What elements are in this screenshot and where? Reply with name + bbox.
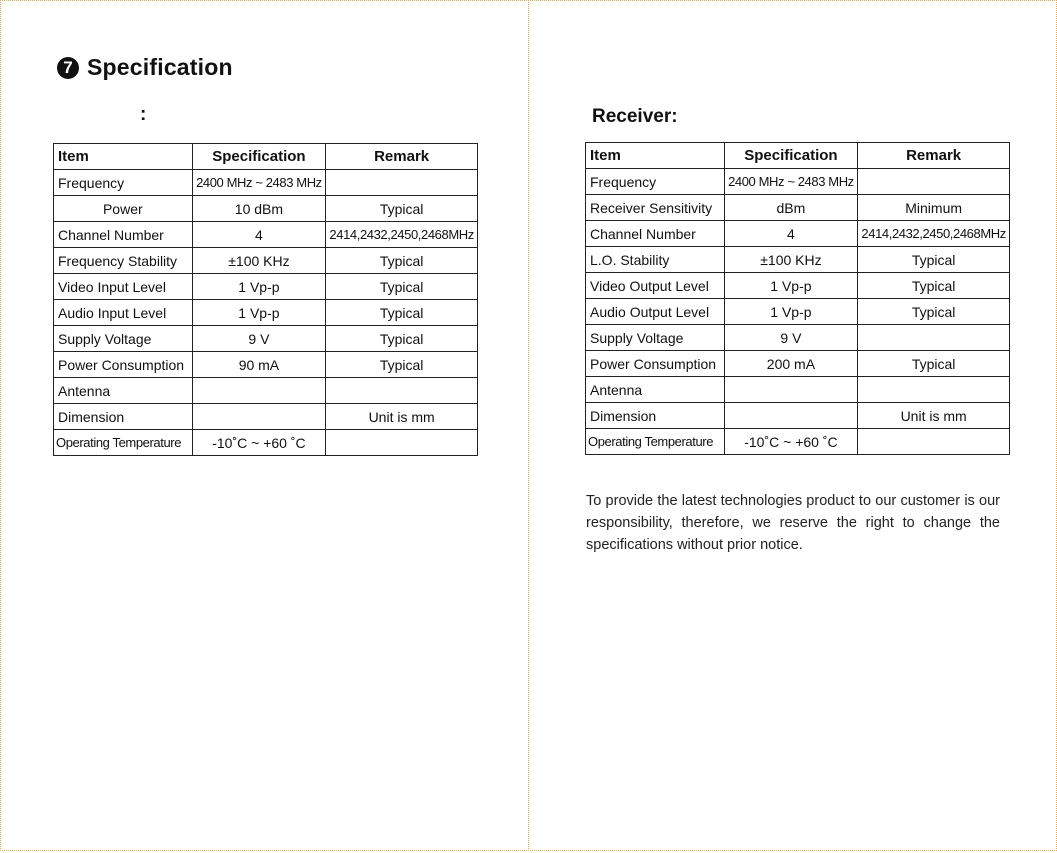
cell-item: Frequency	[586, 169, 725, 195]
cell-remark: Typical	[326, 352, 478, 378]
cell-spec	[192, 404, 326, 430]
header-specification: Specification	[724, 143, 858, 169]
cell-spec: 2400 MHz ~ 2483 MHz	[192, 170, 326, 196]
cell-item: Antenna	[54, 378, 193, 404]
table-row	[586, 325, 1010, 351]
cell-spec: ±100 KHz	[724, 247, 858, 273]
cell-remark	[858, 325, 1010, 351]
cell-item: Audio Input Level	[54, 300, 193, 326]
table-row	[586, 429, 1010, 455]
cell-remark: Typical	[326, 274, 478, 300]
cell-item: Channel Number	[586, 221, 725, 247]
header-item: Item	[54, 144, 193, 170]
cell-item: Power	[54, 196, 193, 222]
cell-remark	[858, 169, 1010, 195]
receiver-label: Receiver:	[592, 106, 678, 127]
table-row	[54, 248, 478, 274]
cell-item: Frequency Stability	[54, 248, 193, 274]
cell-remark: Unit is mm	[858, 403, 1010, 429]
disclaimer-note: To provide the latest technologies product to our customer is our responsibility, therefore, we reserve the right to change the specifications without prior notice.	[586, 493, 1000, 553]
cell-spec: 1 Vp-p	[192, 300, 326, 326]
header-remark: Remark	[326, 144, 478, 170]
cell-spec: ±100 KHz	[192, 248, 326, 274]
table-row	[586, 221, 1010, 247]
transmitter-label: :	[140, 104, 147, 125]
header-item: Item	[586, 143, 725, 169]
cell-item: Audio Output Level	[586, 299, 725, 325]
cell-remark	[326, 430, 478, 456]
cell-item: Frequency	[54, 170, 193, 196]
table-row	[54, 222, 478, 248]
table-row	[586, 195, 1010, 221]
cell-spec: 1 Vp-p	[724, 299, 858, 325]
header-remark: Remark	[858, 143, 1010, 169]
cell-remark: Typical	[858, 351, 1010, 377]
table-header-row	[54, 144, 478, 170]
cell-spec: dBm	[724, 195, 858, 221]
cell-spec	[724, 377, 858, 403]
cell-spec: 2400 MHz ~ 2483 MHz	[724, 169, 858, 195]
cell-remark: Typical	[858, 247, 1010, 273]
section-title: Specification	[87, 54, 233, 80]
cell-spec	[724, 403, 858, 429]
cell-remark	[858, 429, 1010, 455]
cell-item: Video Input Level	[54, 274, 193, 300]
cell-spec: 9 V	[192, 326, 326, 352]
cell-spec: 4	[192, 222, 326, 248]
cell-spec: 10 dBm	[192, 196, 326, 222]
cell-remark: Typical	[326, 248, 478, 274]
table-row	[586, 403, 1010, 429]
cell-item: Supply Voltage	[54, 326, 193, 352]
section-heading	[57, 54, 233, 81]
cell-remark: 2414,2432,2450,2468MHz	[326, 222, 478, 248]
cell-spec: -10˚C ~ +60 ˚C	[192, 430, 326, 456]
table-row	[586, 247, 1010, 273]
table-row	[54, 170, 478, 196]
transmitter-spec-table	[53, 143, 478, 456]
table-row	[586, 273, 1010, 299]
cell-item: Channel Number	[54, 222, 193, 248]
cell-item: Operating Temperature	[586, 429, 725, 455]
section-number-badge: 7	[57, 57, 79, 79]
cell-spec: 1 Vp-p	[192, 274, 326, 300]
cell-item: Video Output Level	[586, 273, 725, 299]
table-row	[54, 352, 478, 378]
cell-item: Antenna	[586, 377, 725, 403]
table-row	[586, 351, 1010, 377]
cell-item: L.O. Stability	[586, 247, 725, 273]
cell-remark: Typical	[326, 300, 478, 326]
cell-remark: Minimum	[858, 195, 1010, 221]
cell-spec: 9 V	[724, 325, 858, 351]
cell-item: Dimension	[586, 403, 725, 429]
table-row	[586, 299, 1010, 325]
cell-spec: 1 Vp-p	[724, 273, 858, 299]
cell-remark	[858, 377, 1010, 403]
cell-spec: 4	[724, 221, 858, 247]
cell-item: Operating Temperature	[54, 430, 193, 456]
cell-spec: 90 mA	[192, 352, 326, 378]
cell-remark: Typical	[326, 326, 478, 352]
table-row	[54, 196, 478, 222]
cell-item: Power Consumption	[54, 352, 193, 378]
cell-remark	[326, 378, 478, 404]
cell-remark: 2414,2432,2450,2468MHz	[858, 221, 1010, 247]
cell-remark	[326, 170, 478, 196]
table-row	[586, 377, 1010, 403]
cell-item: Power Consumption	[586, 351, 725, 377]
table-header-row	[586, 143, 1010, 169]
cell-item: Receiver Sensitivity	[586, 195, 725, 221]
cell-remark: Typical	[858, 299, 1010, 325]
receiver-spec-table	[585, 142, 1010, 455]
cell-remark: Typical	[326, 196, 478, 222]
cell-spec	[192, 378, 326, 404]
cell-remark: Typical	[858, 273, 1010, 299]
table-row	[54, 326, 478, 352]
header-specification: Specification	[192, 144, 326, 170]
table-row	[586, 169, 1010, 195]
cell-item: Supply Voltage	[586, 325, 725, 351]
table-row	[54, 430, 478, 456]
cell-remark: Unit is mm	[326, 404, 478, 430]
table-row	[54, 404, 478, 430]
cell-item: Dimension	[54, 404, 193, 430]
cell-spec: -10˚C ~ +60 ˚C	[724, 429, 858, 455]
table-row	[54, 300, 478, 326]
table-row	[54, 274, 478, 300]
table-row	[54, 378, 478, 404]
cell-spec: 200 mA	[724, 351, 858, 377]
